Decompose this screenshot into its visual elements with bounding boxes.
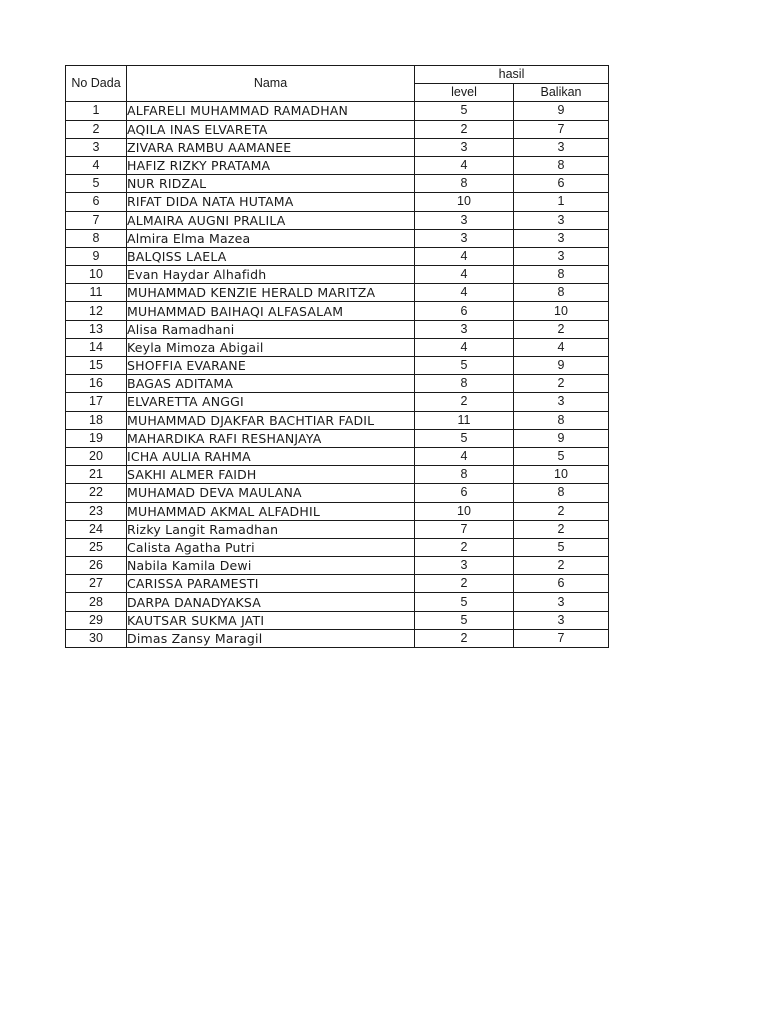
cell-no-dada: 14 [66, 338, 127, 356]
cell-nama: MUHAMMAD BAIHAQI ALFASALAM [127, 302, 415, 320]
cell-balikan: 10 [514, 302, 609, 320]
table-row [66, 156, 609, 174]
table-row [66, 266, 609, 284]
cell-balikan: 3 [514, 611, 609, 629]
cell-level: 3 [415, 211, 514, 229]
cell-no-dada: 10 [66, 266, 127, 284]
cell-nama: ALFARELI MUHAMMAD RAMADHAN [127, 102, 415, 120]
cell-nama: Almira Elma Mazea [127, 229, 415, 247]
table-row [66, 211, 609, 229]
cell-nama: ZIVARA RAMBU AAMANEE [127, 138, 415, 156]
cell-no-dada: 12 [66, 302, 127, 320]
cell-nama: BAGAS ADITAMA [127, 375, 415, 393]
cell-nama: Dimas Zansy Maragil [127, 629, 415, 647]
cell-nama: MUHAMAD DEVA MAULANA [127, 484, 415, 502]
cell-level: 4 [415, 156, 514, 174]
cell-level: 4 [415, 447, 514, 465]
cell-nama: ICHA AULIA RAHMA [127, 447, 415, 465]
cell-balikan: 9 [514, 357, 609, 375]
cell-nama: Nabila Kamila Dewi [127, 557, 415, 575]
cell-level: 2 [415, 393, 514, 411]
cell-balikan: 8 [514, 411, 609, 429]
cell-level: 5 [415, 429, 514, 447]
cell-nama: RIFAT DIDA NATA HUTAMA [127, 193, 415, 211]
cell-level: 5 [415, 357, 514, 375]
cell-level: 7 [415, 520, 514, 538]
cell-nama: HAFIZ RIZKY PRATAMA [127, 156, 415, 174]
cell-no-dada: 19 [66, 429, 127, 447]
table-row [66, 557, 609, 575]
cell-balikan: 1 [514, 193, 609, 211]
cell-no-dada: 4 [66, 156, 127, 174]
table-row [66, 593, 609, 611]
cell-nama: AQILA INAS ELVARETA [127, 120, 415, 138]
cell-balikan: 3 [514, 247, 609, 265]
header-level: level [415, 84, 514, 102]
cell-level: 3 [415, 557, 514, 575]
cell-balikan: 7 [514, 629, 609, 647]
cell-no-dada: 22 [66, 484, 127, 502]
cell-balikan: 10 [514, 466, 609, 484]
table-row [66, 611, 609, 629]
table-row [66, 302, 609, 320]
header-nama: Nama [127, 66, 415, 102]
cell-balikan: 6 [514, 575, 609, 593]
table-row [66, 429, 609, 447]
cell-level: 6 [415, 484, 514, 502]
table-row [66, 375, 609, 393]
table-row [66, 520, 609, 538]
cell-level: 10 [415, 502, 514, 520]
cell-level: 11 [415, 411, 514, 429]
table-row [66, 247, 609, 265]
cell-nama: DARPA DANADYAKSA [127, 593, 415, 611]
cell-no-dada: 24 [66, 520, 127, 538]
cell-nama: SHOFFIA EVARANE [127, 357, 415, 375]
cell-no-dada: 26 [66, 557, 127, 575]
header-no-dada: No Dada [66, 66, 127, 102]
cell-nama: ALMAIRA AUGNI PRALILA [127, 211, 415, 229]
cell-balikan: 8 [514, 266, 609, 284]
cell-no-dada: 25 [66, 538, 127, 556]
cell-level: 4 [415, 247, 514, 265]
cell-balikan: 5 [514, 538, 609, 556]
cell-nama: NUR RIDZAL [127, 175, 415, 193]
cell-balikan: 9 [514, 429, 609, 447]
table-row [66, 575, 609, 593]
cell-no-dada: 17 [66, 393, 127, 411]
table-row [66, 102, 609, 120]
cell-level: 4 [415, 284, 514, 302]
cell-no-dada: 21 [66, 466, 127, 484]
table-row [66, 175, 609, 193]
header-hasil: hasil [415, 66, 609, 84]
cell-balikan: 2 [514, 375, 609, 393]
cell-level: 8 [415, 375, 514, 393]
cell-level: 8 [415, 466, 514, 484]
cell-no-dada: 29 [66, 611, 127, 629]
table-row [66, 447, 609, 465]
cell-level: 6 [415, 302, 514, 320]
cell-level: 2 [415, 629, 514, 647]
cell-no-dada: 16 [66, 375, 127, 393]
cell-balikan: 3 [514, 393, 609, 411]
cell-no-dada: 9 [66, 247, 127, 265]
table-row [66, 229, 609, 247]
cell-nama: MUHAMMAD AKMAL ALFADHIL [127, 502, 415, 520]
cell-balikan: 7 [514, 120, 609, 138]
table-row [66, 320, 609, 338]
cell-level: 2 [415, 575, 514, 593]
cell-balikan: 3 [514, 211, 609, 229]
cell-no-dada: 13 [66, 320, 127, 338]
cell-nama: Calista Agatha Putri [127, 538, 415, 556]
table-row [66, 629, 609, 647]
cell-no-dada: 28 [66, 593, 127, 611]
cell-nama: Rizky Langit Ramadhan [127, 520, 415, 538]
cell-balikan: 8 [514, 484, 609, 502]
cell-no-dada: 1 [66, 102, 127, 120]
cell-no-dada: 11 [66, 284, 127, 302]
table-row [66, 411, 609, 429]
header-balikan: Balikan [514, 84, 609, 102]
cell-no-dada: 3 [66, 138, 127, 156]
table-row [66, 284, 609, 302]
cell-no-dada: 18 [66, 411, 127, 429]
cell-level: 3 [415, 229, 514, 247]
cell-level: 4 [415, 338, 514, 356]
cell-no-dada: 5 [66, 175, 127, 193]
cell-no-dada: 7 [66, 211, 127, 229]
header-row-top [66, 66, 609, 84]
table-row [66, 502, 609, 520]
cell-nama: KAUTSAR SUKMA JATI [127, 611, 415, 629]
cell-balikan: 5 [514, 447, 609, 465]
table-row [66, 484, 609, 502]
cell-nama: Evan Haydar Alhafidh [127, 266, 415, 284]
cell-no-dada: 27 [66, 575, 127, 593]
cell-level: 5 [415, 102, 514, 120]
cell-level: 8 [415, 175, 514, 193]
cell-level: 5 [415, 611, 514, 629]
cell-no-dada: 30 [66, 629, 127, 647]
cell-balikan: 3 [514, 138, 609, 156]
cell-no-dada: 6 [66, 193, 127, 211]
cell-nama: MAHARDIKA RAFI RESHANJAYA [127, 429, 415, 447]
cell-nama: SAKHI ALMER FAIDH [127, 466, 415, 484]
cell-level: 3 [415, 138, 514, 156]
cell-no-dada: 20 [66, 447, 127, 465]
cell-balikan: 4 [514, 338, 609, 356]
cell-nama: ELVARETTA ANGGI [127, 393, 415, 411]
cell-nama: CARISSA PARAMESTI [127, 575, 415, 593]
cell-balikan: 8 [514, 284, 609, 302]
table-row [66, 120, 609, 138]
cell-balikan: 2 [514, 502, 609, 520]
cell-nama: Alisa Ramadhani [127, 320, 415, 338]
table-row [66, 538, 609, 556]
table-row [66, 466, 609, 484]
cell-balikan: 2 [514, 520, 609, 538]
table-row [66, 393, 609, 411]
table-row [66, 357, 609, 375]
cell-balikan: 2 [514, 557, 609, 575]
cell-level: 2 [415, 538, 514, 556]
cell-level: 10 [415, 193, 514, 211]
cell-no-dada: 2 [66, 120, 127, 138]
cell-balikan: 2 [514, 320, 609, 338]
cell-level: 5 [415, 593, 514, 611]
cell-balikan: 8 [514, 156, 609, 174]
cell-balikan: 9 [514, 102, 609, 120]
cell-level: 4 [415, 266, 514, 284]
table-body [66, 66, 609, 648]
cell-balikan: 3 [514, 229, 609, 247]
cell-no-dada: 8 [66, 229, 127, 247]
table-row [66, 338, 609, 356]
cell-nama: MUHAMMAD DJAKFAR BACHTIAR FADIL [127, 411, 415, 429]
cell-nama: MUHAMMAD KENZIE HERALD MARITZA [127, 284, 415, 302]
cell-level: 2 [415, 120, 514, 138]
cell-no-dada: 23 [66, 502, 127, 520]
cell-balikan: 3 [514, 593, 609, 611]
cell-nama: Keyla Mimoza Abigail [127, 338, 415, 356]
table-row [66, 138, 609, 156]
cell-level: 3 [415, 320, 514, 338]
table-row [66, 193, 609, 211]
cell-nama: BALQISS LAELA [127, 247, 415, 265]
results-table [65, 65, 609, 648]
cell-no-dada: 15 [66, 357, 127, 375]
cell-balikan: 6 [514, 175, 609, 193]
